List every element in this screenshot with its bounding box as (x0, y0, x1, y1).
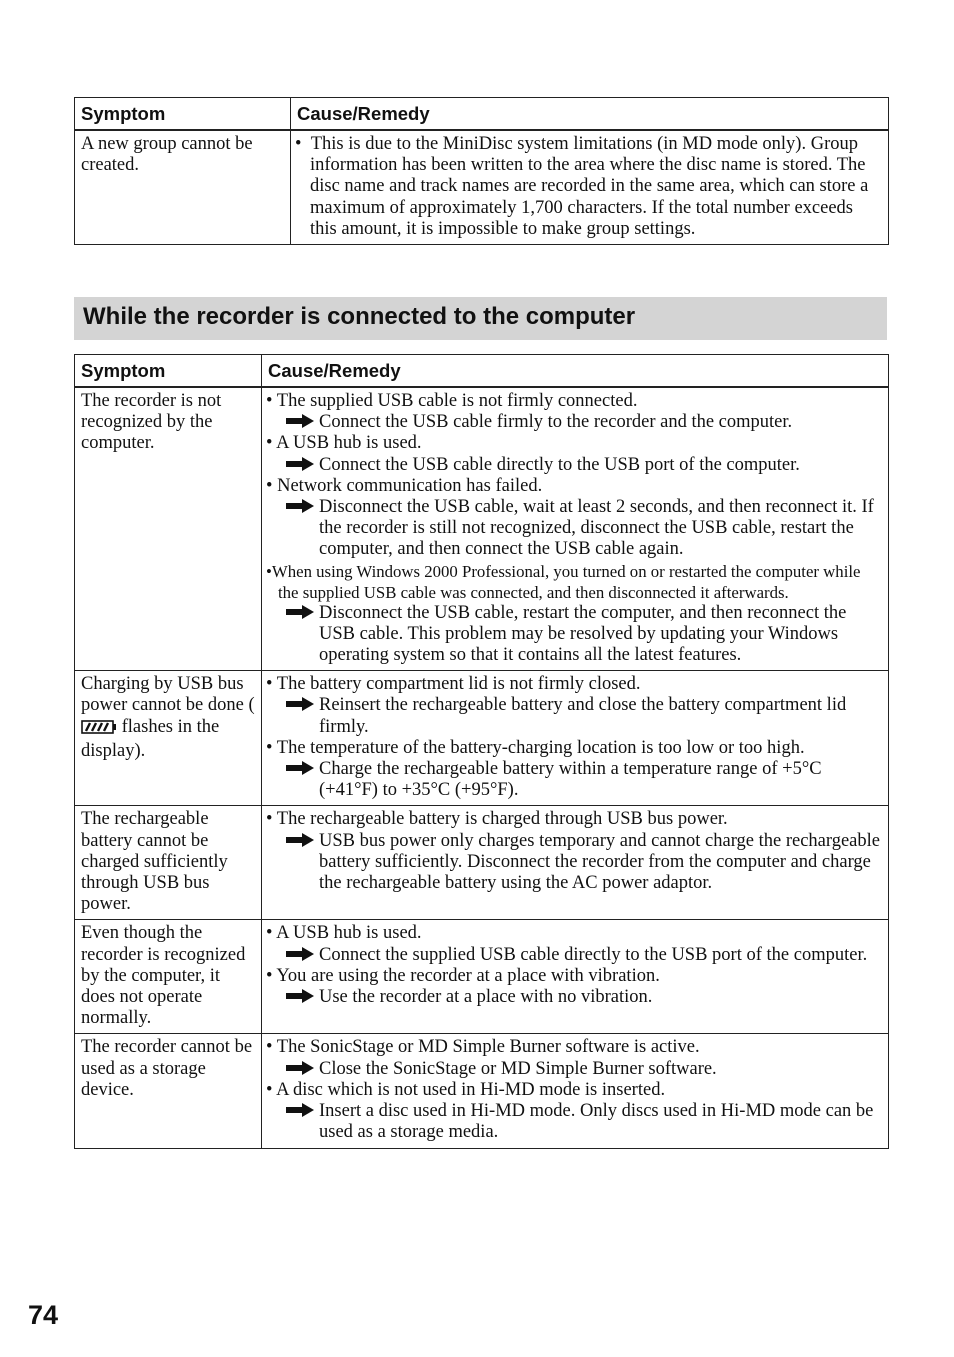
cause-bullet: • The temperature of the battery-charging location is too low or too high. (266, 737, 805, 758)
troubleshooting-table-1 (74, 97, 889, 245)
table-header-row (75, 98, 889, 131)
cause-bullet: • The rechargeable battery is charged through USB bus power. (266, 809, 728, 830)
symptom-header: Symptom (75, 98, 291, 131)
symptom-cell: A new group cannot be created. (75, 130, 291, 245)
table-row (75, 387, 889, 671)
remedy-line: Reinsert the rechargeable battery and close the battery compartment lid firmly. (285, 695, 882, 737)
symptom-cell: The recorder cannot be used as a storage device. (75, 1034, 262, 1148)
arrow-right-icon (285, 945, 319, 966)
table-row (75, 671, 889, 806)
cause-bullet: • The battery compartment lid is not firmly closed. (266, 674, 641, 695)
section-title: While the recorder is connected to the computer (83, 303, 636, 330)
table-row (75, 130, 889, 245)
section-banner (74, 297, 887, 340)
arrow-right-icon (285, 455, 319, 476)
remedy-line: Connect the USB cable directly to the USB port of the computer. (285, 455, 882, 476)
cause-bullet: • You are using the recorder at a place with vibration. (266, 965, 660, 986)
remedy-line: Close the SonicStage or MD Simple Burner software. (285, 1059, 882, 1080)
cause-cell (262, 806, 889, 920)
cause-bullet: • A disc which is not used in Hi-MD mode is inserted. (266, 1079, 666, 1100)
cause-cell (262, 387, 889, 671)
symptom-header: Symptom (75, 355, 262, 388)
arrow-right-icon (285, 497, 319, 518)
symptom-cell: The rechargeable battery cannot be charged sufficiently through USB bus power. (75, 806, 262, 920)
arrow-right-icon (285, 603, 319, 624)
cause-header: Cause/Remedy (262, 355, 889, 388)
symptom-cell: Even though the recorder is recognized by the computer, it does not operate normally. (75, 920, 262, 1034)
cause-cell (262, 1034, 889, 1148)
cause-bullet: • Network communication has failed. (266, 475, 543, 496)
cause-bullet: • A USB hub is used. (266, 433, 422, 454)
arrow-right-icon (285, 1059, 319, 1080)
page-number: 74 (28, 1300, 59, 1330)
cause-bullet: •When using Windows 2000 Professional, you turned on or restarted the computer while the supplied USB cable was connected, and then disconnected it afterwards. (266, 561, 861, 602)
arrow-right-icon (285, 831, 319, 852)
remedy-line: Use the recorder at a place with no vibration. (285, 987, 882, 1008)
arrow-right-icon (285, 987, 319, 1008)
arrow-right-icon (285, 695, 319, 716)
symptom-cell: The recorder is not recognized by the computer. (75, 387, 262, 671)
remedy-line: Disconnect the USB cable, restart the computer, and then reconnect the USB cable. This problem may be resolved by updating your Windows operating system so that it contains all the latest features. (285, 603, 882, 667)
symptom-cell: Charging by USB bus power cannot be done ( flashes in the display). (75, 671, 262, 806)
remedy-line: Charge the rechargeable battery within a temperature range of +5°C (+41°F) to +35°C (+95°F). (285, 759, 882, 801)
cause-bullet: • The SonicStage or MD Simple Burner software is active. (266, 1037, 700, 1058)
cause-cell (262, 671, 889, 806)
remedy-line: Disconnect the USB cable, wait at least 2 seconds, and then reconnect it. If the recorder is still not recognized, disconnect the USB cable, restart the computer, and then connect the USB cable again. (285, 497, 882, 561)
table-row (75, 806, 889, 920)
cause-header: Cause/Remedy (291, 98, 889, 131)
battery-icon (81, 719, 117, 741)
arrow-right-icon (285, 759, 319, 780)
table-row (75, 920, 889, 1034)
table-row (75, 1034, 889, 1148)
cause-bullet: • This is due to the MiniDisc system limitations (in MD mode only). Group information has been written to the area where the disc name is stored. The disc name and track names are recorded in the same area, which can store a maximum of approximately 1,700 characters. If the total number exceeds this amount, it is impossible to make group settings. (295, 134, 869, 239)
remedy-line: USB bus power only charges temporary and cannot charge the rechargeable battery sufficiently. Disconnect the recorder from the computer and charge the rechargeable battery using the AC power adaptor. (285, 831, 882, 895)
remedy-line: Connect the supplied USB cable directly to the USB port of the computer. (285, 945, 882, 966)
cause-cell (262, 920, 889, 1034)
cause-bullet: • The supplied USB cable is not firmly connected. (266, 391, 638, 411)
cause-cell (291, 130, 889, 245)
arrow-right-icon (285, 1101, 319, 1122)
remedy-line: Connect the USB cable firmly to the recorder and the computer. (285, 412, 882, 433)
table-header-row (75, 355, 889, 388)
remedy-line: Insert a disc used in Hi-MD mode. Only discs used in Hi-MD mode can be used as a storage media. (285, 1101, 882, 1143)
troubleshooting-table-2 (74, 354, 889, 1149)
arrow-right-icon (285, 412, 319, 433)
cause-bullet: • A USB hub is used. (266, 923, 422, 944)
